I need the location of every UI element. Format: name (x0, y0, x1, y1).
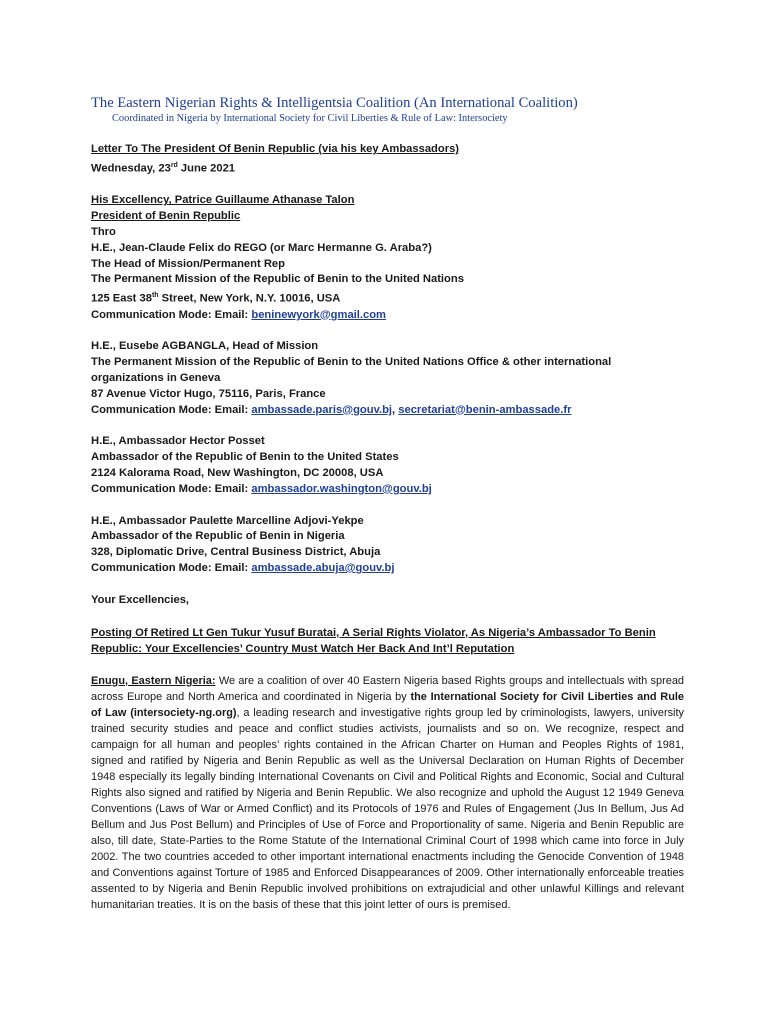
coalition-title: The Eastern Nigerian Rights & Intelligentsia Coalition (An International Coalition) (91, 95, 578, 111)
recipient-2-name: H.E., Eusebe AGBANGLA, Head of Mission (91, 340, 319, 353)
main-recipient-block (91, 193, 684, 323)
recipient-3-comm (91, 482, 684, 498)
recipient-2-org-line2: organizations in Geneva (91, 372, 221, 385)
body-part1: We are a coalition of over 40 Eastern Nigeria based Rights groups and intellectuals with spread across Europe and North America and coordinated in Nigeria by (91, 674, 685, 703)
date-sup: rd (170, 161, 178, 169)
president-role: President of Benin Republic (91, 210, 241, 223)
recipient-4-block (91, 514, 684, 577)
salutation-block (91, 593, 684, 609)
subject-line1: Posting Of Retired Lt Gen Tukur Yusuf Buratai, A Serial Rights Violator, As Nigeria’s Ambassador To Benin (91, 626, 656, 639)
subject-line2: Republic: Your Excellencies’ Country Must Watch Her Back And Int’l Reputation (91, 642, 515, 655)
recipient-1-org: The Permanent Mission of the Republic of Benin to the United Nations (91, 273, 464, 286)
recipient-3-name: H.E., Ambassador Hector Posset (91, 435, 265, 448)
recipient-3-address: 2124 Kalorama Road, New Washington, DC 20008, USA (91, 467, 384, 480)
comm-label: Communication Mode: Email: (91, 482, 252, 495)
recipient-3-email-link[interactable]: ambassador.washington@gouv.bj (251, 482, 432, 495)
body-paragraph (91, 673, 684, 914)
address-suffix: Street, New York, N.Y. 10016, USA (158, 292, 341, 305)
comm-label: Communication Mode: Email: (91, 403, 252, 416)
recipient-4-address: 328, Diplomatic Drive, Central Business District, Abuja (91, 546, 381, 559)
body-bold1: the International Society for Civil Liberties and Rule of Law (intersociety-ng.org) (91, 690, 684, 719)
thro-label: Thro (91, 225, 116, 238)
recipient-2-org-line1: The Permanent Mission of the Republic of Benin to the United Nations Office & other international (91, 356, 612, 369)
recipient-2-comm (91, 403, 684, 419)
recipient-4-comm (91, 561, 684, 577)
body-lead: Enugu, Eastern Nigeria: (91, 674, 216, 687)
recipient-1-comm (91, 308, 684, 324)
address-sup: th (151, 292, 159, 300)
address-prefix: 125 East 38 (91, 292, 152, 305)
date-suffix: June 2021 (177, 162, 236, 175)
recipient-2-address: 87 Avenue Victor Hugo, 75116, Paris, France (91, 387, 326, 400)
recipient-2-email-link[interactable]: ambassade.paris@gouv.bj (251, 403, 393, 416)
salutation: Your Excellencies, (91, 593, 190, 606)
letter-date (91, 158, 684, 178)
email-separator: , (392, 403, 399, 416)
comm-label: Communication Mode: Email: (91, 562, 252, 574)
recipient-4-name: H.E., Ambassador Paulette Marcelline Adjovi-Yekpe (91, 514, 364, 527)
recipient-4-role: Ambassador of the Republic of Benin in Nigeria (91, 530, 345, 543)
recipient-2-email2-link[interactable]: secretariat@benin-ambassade.fr (398, 403, 572, 416)
letter-heading-block (91, 142, 684, 177)
comm-label: Communication Mode: Email: (91, 308, 252, 321)
recipient-3-role: Ambassador of the Republic of Benin to the United States (91, 451, 399, 464)
letter-subject (91, 625, 684, 657)
recipient-3-block (91, 434, 684, 497)
body-part2: , a leading research and investigative rights group led by criminologists, lawyers, university trained security studies and peace and conflict studies activists, journalists and so on. We recognize, respect and campaign for all human and peoples’ rights contained in the African Charter on Human and Peoples Rights of 1981, signed and ratified by Nigeria and Benin Republic as well as the Universal Declaration on Human Rights of December 1948 especially its legally binding International Covenants on Civil and Political Rights and Economic, Social and Cultural Rights also signed and ratified by Nigeria and Benin Republic. We also recognize and uphold the August 12 1949 Geneva Conventions (Laws of War or Armed Conflict) and its Protocols of 1976 and Rules of Engagement (Jus In Bellum, Jus Ad Bellum and Jus Post Bellum) and Principles of Use of Force and Proportionality of same. Nigeria and Benin Republic are also, till date, State-Parties to the Rome Statute of the International Criminal Court of 1998 which came into force in July 2002. The two countries acceded to other important international enactments including the Genocide Convention of 1948 and Conventions against Torture of 1985 and Enforced Disappearances of 2009. Other internationally enforceable treaties assented to by Nigeria and Benin Republic involved prohibitions on extrajudicial and other unlawful Killings and relevant humanitarian treaties. It is on the basis of these that this joint letter of ours is premised. (91, 706, 684, 912)
recipient-2-block (91, 339, 684, 418)
president-name: His Excellency, Patrice Guillaume Athanase Talon (91, 194, 355, 207)
date-prefix: Wednesday, 23 (91, 162, 171, 175)
coalition-subtitle: Coordinated in Nigeria by International Society for Civil Liberties & Rule of Law: Intersociety (112, 113, 508, 124)
recipient-1-role: The Head of Mission/Permanent Rep (91, 257, 285, 270)
recipient-1-email-link[interactable]: beninewyork@gmail.com (251, 308, 387, 321)
recipient-4-email-link[interactable]: ambassade.abuja@gouv.bj (251, 562, 395, 574)
letter-heading: Letter To The President Of Benin Republic (via his key Ambassadors) (91, 143, 460, 155)
recipient-1-address (91, 288, 684, 308)
recipient-1-name: H.E., Jean-Claude Felix do REGO (or Marc Hermanne G. Araba?) (91, 241, 432, 254)
